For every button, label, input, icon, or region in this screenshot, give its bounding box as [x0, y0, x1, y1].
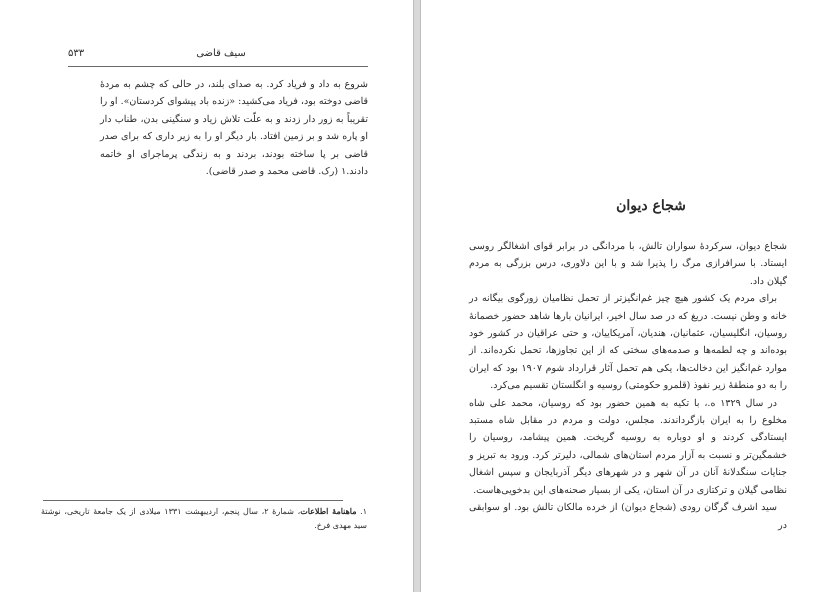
body-paragraph: برای مردم یک کشور هیچ چیز غم‌انگیزتر از تحمل نظامیان زورگوی بیگانه در خانه و وطن نیست. دریغ که در صد سال اخیر، ایرانیان بارها شاهد حضور خصمانهٔ روسیان، انگلیسیان، عثمانیان، هندیان، آمریکاییان، و حتی عراقیان در کشور خود بوده‌اند و چه لطمه‌ها و صدمه‌های سختی که از این تجاوزها، تحمل نکرده‌اند. از موارد غم‌انگیز این دخالت‌ها، یکی هم تحمل آثار قرارداد شوم ۱۹۰۷ بود که ایران را به دو منطقهٔ زیر نفوذ (قلمرو حکومتی) روسیه و انگلستان تقسیم می‌کرد.	[469, 293, 787, 392]
body-paragraph: در سال ۱۳۲۹ ه.، با تکیه به همین حضور بود که روسیان، محمد علی شاه مخلوع را به ایران بازگرداندند. مجلس، دولت و مردم در مقابل شاه مستبد ایستادگی کردند و او دوباره به روسیه گریخت. همین پیشامد، روسیان را خشمگین‌تر و نسبت به آزار مردم استان‌های شمالی، دلیرتر کرد. ورود به تبریز و جنایات سنگدلانهٔ آنان در آن شهر و در شهرهای دیگر آذربایجان و سپس اشغال نظامی گیلان و ترکتازی در آن استان، یکی از بسیار صحنه‌های این بدخویی‌هاست.	[469, 397, 787, 496]
body-paragraph: سید اشرف گرگان رودی (شجاع دیوان) از خرده مالکان تالش بود. او سوابقی در	[469, 502, 787, 531]
chapter-title: شجاع دیوان	[616, 198, 686, 214]
footnote-rule	[43, 500, 343, 501]
page-number: ۵۳۳	[68, 48, 85, 59]
continuation-paragraph: شروع به داد و فریاد کرد. به صدای بلند، در حالی که چشم به مردهٔ قاضی دوخته بود، فریاد می‌کشید: «زنده باد پیشوای کردستان». او را تقریباً به زور دار زدند و به علّت تلاش زیاد و سنگینی بدن، طناب دار او پاره شد و بر زمین افتاد. بار دیگر او را به زیر داری که برای صدر قاضی بر پا ساخته بودند، بردند و به زندگی پرماجرای او خاتمه دادند.۱ (رک. قاضی محمد و صدر قاضی).	[100, 79, 368, 178]
body-text	[469, 238, 787, 534]
running-title: سیف قاضی	[196, 48, 246, 59]
body-paragraph: شجاع دیوان، سرکردهٔ سواران تالش، با مردانگی در برابر قوای اشغالگر روسی ایستاد. با سرافرازی مرگ را پذیرا شد و با این دلاوری، درس بزرگی به مردم گیلان داد.	[469, 241, 787, 287]
running-header	[68, 44, 368, 67]
footnote-number: ۱.	[360, 507, 368, 516]
footnote-text: ، شمارهٔ ۲، سال پنجم، اردیبهشت ۱۳۳۱ میلادی از یک جامعهٔ تاریخی، نوشتهٔ سید مهدی فرخ.	[41, 507, 367, 530]
left-page	[0, 0, 414, 592]
right-page	[420, 0, 838, 592]
footnote-source: ماهنامهٔ اطلاعات	[300, 506, 357, 516]
footnote	[41, 504, 367, 533]
